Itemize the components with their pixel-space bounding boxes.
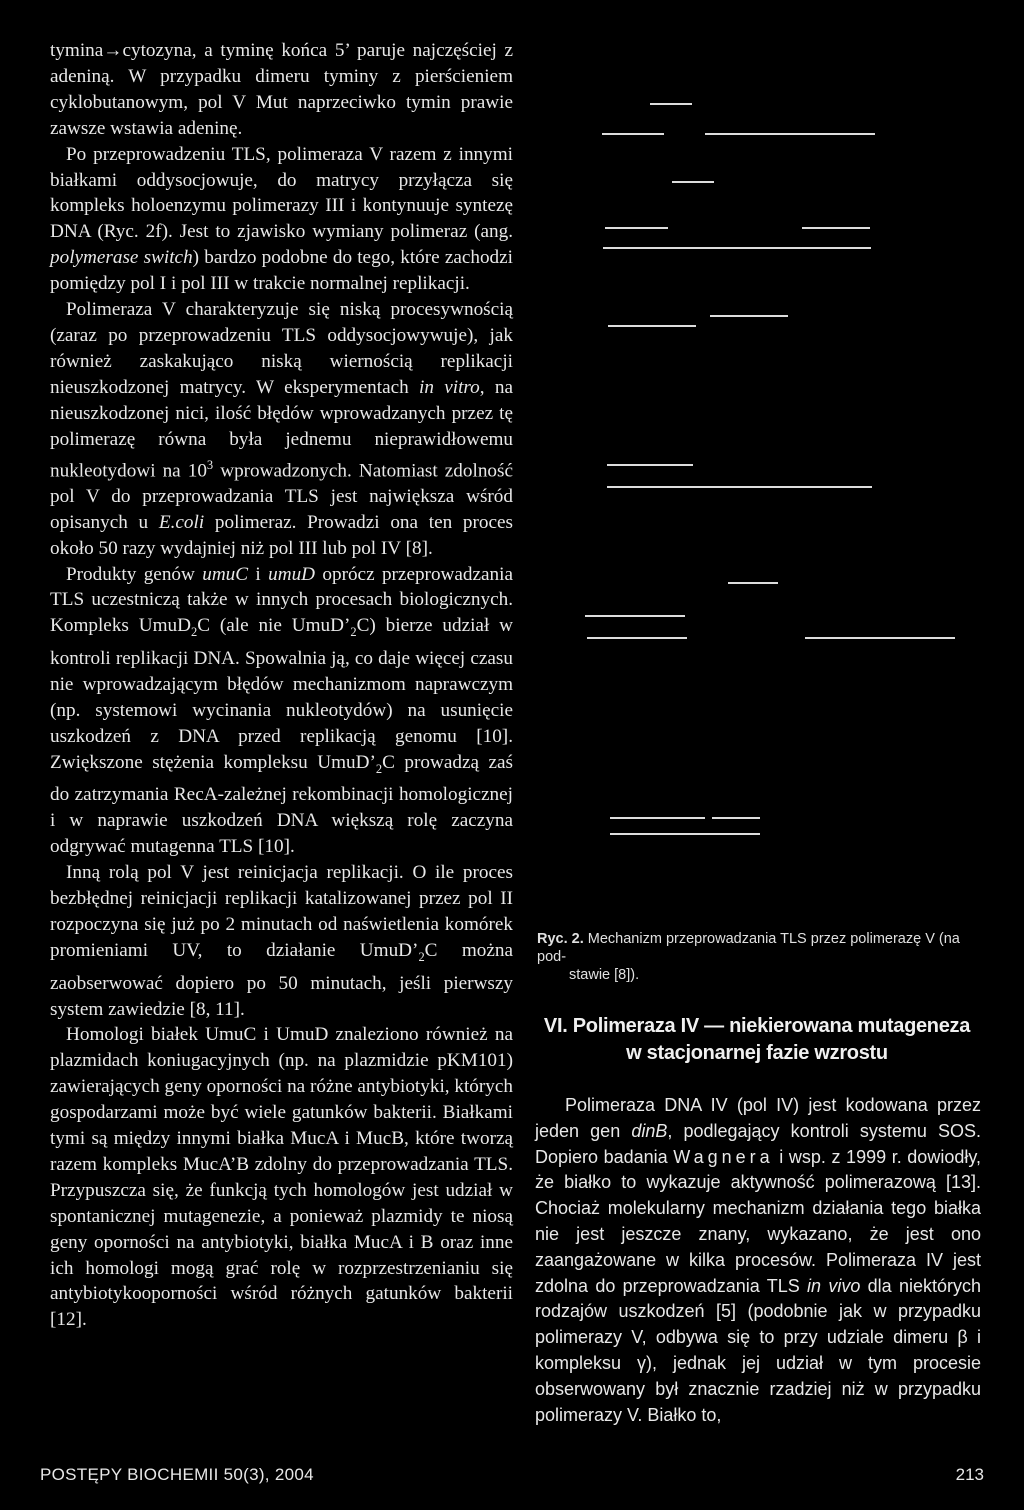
strand-line: [705, 133, 875, 135]
journal-footer: POSTĘPY BIOCHEMII 50(3), 2004: [40, 1465, 314, 1484]
strand-line: [802, 227, 870, 229]
italic-term: umuD: [268, 563, 316, 585]
subscript: 2: [418, 949, 425, 964]
text-run: C można zaobserwować dopiero po 50 minutach, jeśli pierwszy system zawiedzie [8, 11].: [50, 939, 514, 1020]
strand-line: [602, 133, 664, 135]
text-run: ) bardzo podobne do tego, które zachodzi pomiędzy pol I i pol III w trakcie normalnej replikacji.: [50, 247, 513, 295]
text-run: C prowadzą zaś do zatrzymania RecA-zależnej rekombinacji homologicznej i w naprawie uszkodzeń DNA większą rolę zaczyna odgrywać mutagenna TLS [10].: [50, 751, 514, 858]
text-run: Polimeraza DNA IV (pol IV) jest kodowana przez jeden gen: [535, 1095, 981, 1141]
subscript: 2: [190, 625, 198, 640]
paragraph-1: tymina→cytozyna, a tyminę końca 5’ paruje najczęściej z adeniną. W przypadku dimeru tyminy z pierścieniem cyklobutanowym, pol V Mut naprzeciwko tymin prawie zawsze wstawia adeninę.: [50, 40, 513, 139]
section-heading: VI. Polimeraza IV — niekierowana mutageneza w stacjonarnej fazie wzrostu: [543, 1015, 971, 1064]
paragraph-5: [50, 860, 513, 1022]
text-run: C (ale nie UmuD’: [197, 615, 351, 637]
strand-line: [805, 637, 955, 639]
subscript: 2: [375, 761, 383, 776]
strand-line: [608, 325, 696, 327]
paragraph-4: [50, 562, 513, 861]
caption-text: Mechanizm przeprowadzania TLS przez polimerazę V (na pod-: [537, 931, 960, 965]
figure-caption: [537, 930, 977, 984]
italic-term: dinB: [631, 1120, 668, 1141]
text-run: Po przeprowadzeniu TLS, polimeraza V razem z innymi białkami oddysocjowuje, do matrycy przyłącza się kompleks holoenzymu polimerazy III i kontynuuje syntezę DNA (Ryc. 2f). Jest to zjawisko wymiany polimeraz (ang.: [50, 143, 513, 243]
text-run: Polimeraza V charakteryzuje się niską procesywnością (zaraz po przeprowadzeniu TLS oddysocjowywuje), jak również zaskakująco niską wiernością replikacji nieuszkodzonej matrycy. W eksperymentach: [50, 299, 513, 398]
paragraph-3: [50, 297, 513, 561]
text-run: i: [248, 563, 269, 585]
strand-line: [585, 615, 685, 617]
strand-line: [587, 637, 687, 639]
caption-label: Ryc. 2.: [537, 931, 584, 947]
text-run: oprócz przeprowadzania TLS uczestniczą także w innych procesach biologicznych. Kompleks UmuD: [50, 563, 513, 637]
strand-line: [603, 247, 871, 249]
text-run: , podlegający kontroli systemu SOS. Dopiero badania: [535, 1120, 981, 1167]
text-run: wprowadzonych. Natomiast zdolność pol V do przeprowadzania TLS jest największa wśród opisanych u: [50, 459, 513, 533]
text-run: Inną rolą pol V jest reinicjacja replikacji. O ile proces bezbłędnej reinicjacji replikacji katalizowanej przez pol II rozpoczyna się już po 2 minutach od naświetlenia komórek promieniami UV, to działanie UmuD’: [50, 862, 513, 961]
text-run: Produkty genów: [66, 563, 203, 585]
text-run: , na nieuszkodzonej nici, ilość błędów wprowadzanych przez tę polimerazę równa była jednemu nieprawidłowemu nukleotydowi na 10: [50, 376, 513, 481]
italic-term: E.coli: [158, 511, 205, 533]
strand-line: [605, 227, 668, 229]
paragraph-right-1: [535, 1093, 981, 1428]
strand-line: [728, 582, 778, 584]
paragraph-2: [50, 142, 513, 297]
italic-term: in vivo: [807, 1275, 861, 1296]
strand-line: [607, 464, 693, 466]
figure-dna-strands: [580, 95, 980, 835]
page-number: 213: [955, 1465, 984, 1484]
strand-line: [712, 817, 760, 819]
italic-term: in vitro: [419, 376, 480, 398]
strand-line: [610, 833, 760, 835]
strand-line: [610, 817, 705, 819]
paragraph-6: Homologi białek UmuC i UmuD znaleziono również na plazmidach koniugacyjnych (np. na plazmidzie pKM101) zawierających geny oporności na różne antybiotyki, których gospodarzami może być wiele gatunków bakterii. Białkami tymi są między innymi białka MucA i MucB, które tworzą razem kompleks MucA’B zdolny do przeprowadzania TLS. Przypuszcza się, że funkcją tych homologów jest udział w spontanicznej mutagenezie, a ponieważ plazmidy te niosą geny oporności na antybiotyki, białka MucA i B oraz inne ich homologi mogą grać rolę w rozprzestrzenianiu się antybiotykooporności wśród różnych gatunków bakterii [12].: [50, 1024, 513, 1331]
subscript: 2: [350, 625, 357, 640]
caption-text-line-2: stawie [8]).: [569, 967, 640, 983]
strand-line: [650, 103, 692, 105]
superscript: 3: [206, 457, 214, 472]
text-run: i wsp. z 1999 r. dowiodły, że białko to wykazuje aktywność polimerazową [13]. Chociaż molekularny mechanizm działania tego białka nie jest jeszcze znany, wykazano, że jest ono zaangażowane w kilka procesów. Polimeraza IV jest zdolna do przeprowadzania TLS: [535, 1146, 981, 1296]
strand-line: [607, 486, 872, 488]
text-run: C) bierze udział w kontroli replikacji DNA. Spowalnia ją, co daje więcej czasu nie wprowadzającym błędów mechanizmom naprawczym (np. systemowi wycinania nukleotydów) na usunięcie uszkodzeń z DNA przed replikacją genomu [10]. Zwiększone stężenia kompleksu UmuD’: [50, 615, 513, 773]
italic-term: umuC: [202, 563, 249, 585]
left-text-column: [50, 38, 513, 1333]
text-run: polimeraz. Prowadzi ona ten proces około 50 razy wydajniej niż pol III lub pol IV [8].: [50, 511, 513, 559]
italic-term: polymerase switch: [50, 247, 193, 269]
text-run: dla niektórych rodzajów uszkodzeń [5] (podobnie jak w przypadku polimerazy V, odbywa się to przy udziale dimeru β i kompleksu γ), jednak jej udział w tym procesie obserwowany był znacznie rzadziej niż w przypadku polimerazy V. Białko to,: [535, 1275, 981, 1425]
right-text-column: [535, 1093, 981, 1428]
strand-line: [672, 181, 714, 183]
strand-line: [710, 315, 788, 317]
spaced-author-name: Wagnera: [673, 1146, 774, 1167]
